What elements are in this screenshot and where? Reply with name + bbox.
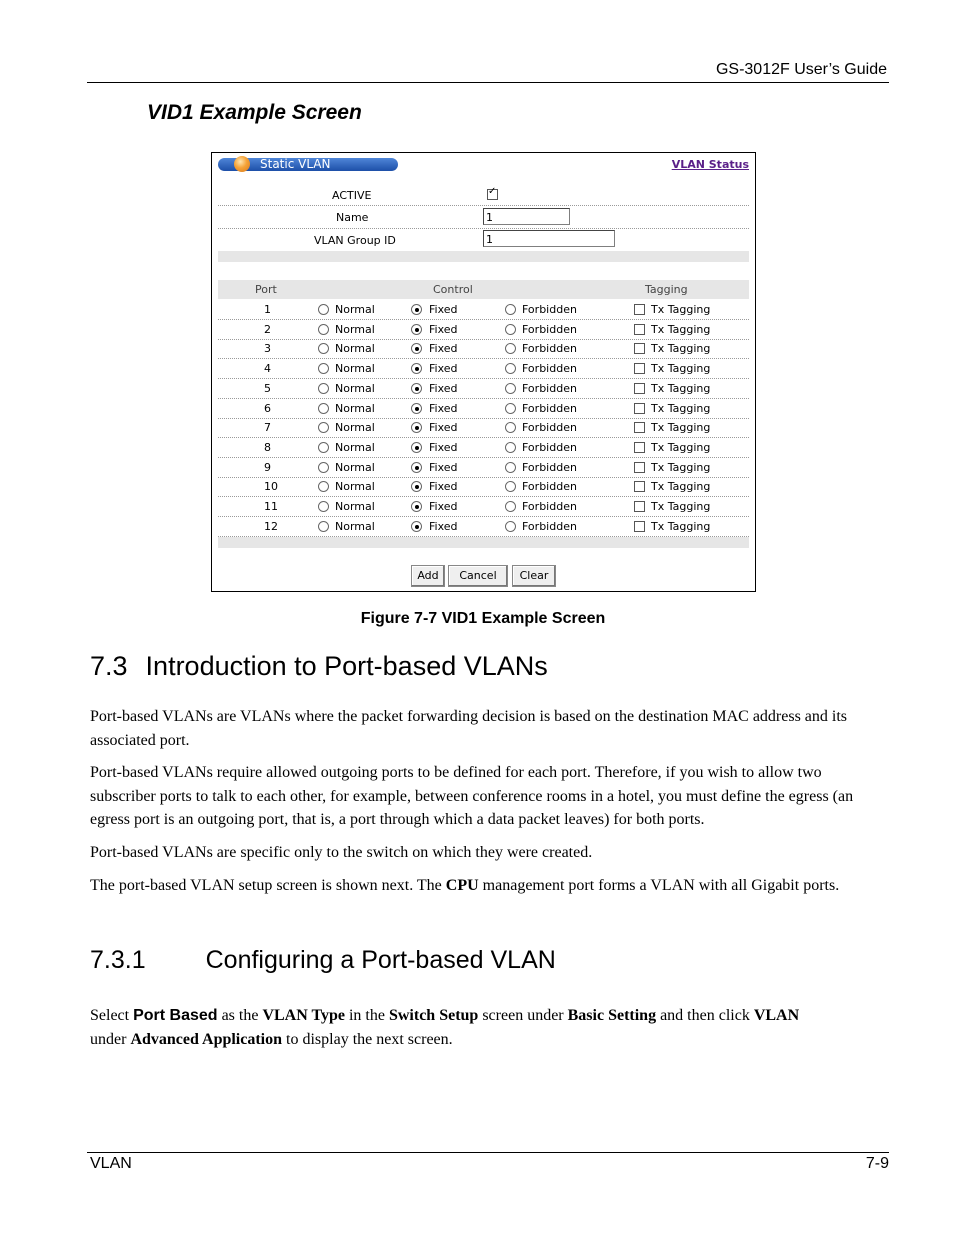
footer-rule <box>87 1152 889 1153</box>
normal-label: Normal <box>335 480 375 493</box>
forbidden-radio[interactable] <box>505 403 516 414</box>
instr-bold: Port Based <box>133 1007 218 1024</box>
fixed-label: Fixed <box>429 500 458 513</box>
port-number: 12 <box>264 520 278 533</box>
fixed-label: Fixed <box>429 441 458 454</box>
instr-text: and then click <box>656 1007 754 1024</box>
normal-label: Normal <box>335 421 375 434</box>
normal-label: Normal <box>335 382 375 395</box>
normal-label: Normal <box>335 500 375 513</box>
normal-radio[interactable] <box>318 383 329 394</box>
port-number: 5 <box>264 382 271 395</box>
fixed-radio[interactable] <box>411 304 422 315</box>
port-number: 8 <box>264 441 271 454</box>
instr-bold: VLAN <box>753 1007 800 1024</box>
row-divider <box>218 496 749 497</box>
active-checkbox[interactable] <box>487 189 498 200</box>
port-number: 9 <box>264 461 271 474</box>
instr-text: to display the next screen. <box>282 1030 453 1048</box>
row-divider <box>218 477 749 478</box>
normal-label: Normal <box>335 402 375 415</box>
instr-text: screen under <box>478 1007 568 1024</box>
forbidden-radio[interactable] <box>505 501 516 512</box>
row-divider <box>218 319 749 320</box>
tx-tagging-checkbox[interactable] <box>634 403 645 414</box>
port-number: 7 <box>264 421 271 434</box>
tx-tagging-checkbox[interactable] <box>634 324 645 335</box>
forbidden-radio[interactable] <box>505 343 516 354</box>
normal-label: Normal <box>335 520 375 533</box>
normal-label: Normal <box>335 342 375 355</box>
fixed-radio[interactable] <box>411 521 422 532</box>
port-number: 2 <box>264 323 271 336</box>
fixed-label: Fixed <box>429 461 458 474</box>
footer-right: 7-9 <box>865 1155 889 1172</box>
port-number: 10 <box>264 480 278 493</box>
forbidden-radio[interactable] <box>505 324 516 335</box>
tx-tagging-checkbox[interactable] <box>634 363 645 374</box>
instructions <box>90 1004 890 1051</box>
tx-tagging-label: Tx Tagging <box>651 382 711 395</box>
instr-text: under <box>90 1030 131 1048</box>
forbidden-label: Forbidden <box>522 421 577 434</box>
section-number: 7.3 <box>90 651 128 681</box>
tx-tagging-label: Tx Tagging <box>651 520 711 533</box>
forbidden-radio[interactable] <box>505 521 516 532</box>
figure-caption: Figure 7-7 VID1 Example Screen <box>360 610 606 627</box>
fixed-radio[interactable] <box>411 501 422 512</box>
tx-tagging-label: Tx Tagging <box>651 421 711 434</box>
tx-tagging-checkbox[interactable] <box>634 501 645 512</box>
normal-radio[interactable] <box>318 462 329 473</box>
clear-button[interactable]: Clear <box>512 565 556 587</box>
fixed-radio[interactable] <box>411 343 422 354</box>
forbidden-label: Forbidden <box>522 323 577 336</box>
tx-tagging-label: Tx Tagging <box>651 342 711 355</box>
forbidden-label: Forbidden <box>522 402 577 415</box>
fixed-label: Fixed <box>429 421 458 434</box>
fixed-radio[interactable] <box>411 383 422 394</box>
guide-title: GS-3012F User’s Guide <box>715 61 887 78</box>
forbidden-label: Forbidden <box>522 303 577 316</box>
col-port: Port <box>255 283 277 296</box>
fixed-radio[interactable] <box>411 324 422 335</box>
forbidden-label: Forbidden <box>522 480 577 493</box>
static-vlan-title-bar <box>218 158 398 171</box>
instr-text: as the <box>217 1007 263 1024</box>
paragraph-4 <box>90 874 890 898</box>
separator-band <box>218 251 749 262</box>
tx-tagging-checkbox[interactable] <box>634 462 645 473</box>
normal-label: Normal <box>335 362 375 375</box>
row-divider <box>218 457 749 458</box>
subsection-title: Configuring a Port-based VLAN <box>205 946 556 974</box>
tx-tagging-label: Tx Tagging <box>651 323 711 336</box>
p4-text: The port-based VLAN setup screen is shown next. The <box>90 877 446 894</box>
port-number: 1 <box>264 303 271 316</box>
forbidden-radio[interactable] <box>505 481 516 492</box>
active-label: ACTIVE <box>332 189 372 202</box>
fixed-label: Fixed <box>429 382 458 395</box>
bottom-band <box>218 537 749 548</box>
section-title: Introduction to Port-based VLANs <box>145 651 548 681</box>
divider <box>218 228 749 229</box>
row-divider <box>218 398 749 399</box>
normal-label: Normal <box>335 303 375 316</box>
col-tagging: Tagging <box>645 283 688 296</box>
forbidden-label: Forbidden <box>522 362 577 375</box>
normal-label: Normal <box>335 441 375 454</box>
fixed-label: Fixed <box>429 342 458 355</box>
tx-tagging-checkbox[interactable] <box>634 481 645 492</box>
name-label: Name <box>336 211 369 224</box>
normal-radio[interactable] <box>318 363 329 374</box>
forbidden-radio[interactable] <box>505 383 516 394</box>
row-divider <box>218 339 749 340</box>
fixed-radio[interactable] <box>411 363 422 374</box>
group-id-label: VLAN Group ID <box>314 234 396 247</box>
fixed-label: Fixed <box>429 402 458 415</box>
fixed-label: Fixed <box>429 480 458 493</box>
normal-radio[interactable] <box>318 481 329 492</box>
normal-radio[interactable] <box>318 521 329 532</box>
footer-left: VLAN <box>90 1155 132 1172</box>
tx-tagging-label: Tx Tagging <box>651 402 711 415</box>
normal-label: Normal <box>335 323 375 336</box>
name-input[interactable]: 1 <box>483 208 570 225</box>
vlan-screenshot <box>211 152 756 592</box>
normal-radio[interactable] <box>318 403 329 414</box>
normal-radio[interactable] <box>318 304 329 315</box>
forbidden-label: Forbidden <box>522 520 577 533</box>
tx-tagging-label: Tx Tagging <box>651 500 711 513</box>
orb-icon <box>234 156 250 172</box>
instr-text: in the <box>344 1007 389 1024</box>
fixed-radio[interactable] <box>411 403 422 414</box>
forbidden-label: Forbidden <box>522 441 577 454</box>
p4-text: management port forms a VLAN with all Gigabit ports. <box>478 877 840 894</box>
paragraph-2: Port-based VLANs require allowed outgoing ports to be defined for each port. Therefore, if you wish to allow two subscriber ports to talk to each other, for example, between conference rooms in a hotel, you must define the egress (an egress port is an outgoing port, that is, a port through which a data packet leaves) for both ports. <box>90 764 854 828</box>
fixed-radio[interactable] <box>411 422 422 433</box>
subsection-heading <box>90 946 556 975</box>
normal-radio[interactable] <box>318 324 329 335</box>
instr-bold: Basic Setting <box>567 1007 657 1024</box>
tx-tagging-label: Tx Tagging <box>651 480 711 493</box>
fixed-label: Fixed <box>429 303 458 316</box>
forbidden-label: Forbidden <box>522 382 577 395</box>
p4-bold: CPU <box>445 877 479 894</box>
fixed-radio[interactable] <box>411 442 422 453</box>
tx-tagging-label: Tx Tagging <box>651 461 711 474</box>
row-divider <box>218 418 749 419</box>
tx-tagging-checkbox[interactable] <box>634 521 645 532</box>
forbidden-label: Forbidden <box>522 500 577 513</box>
row-divider <box>218 516 749 517</box>
group-id-input[interactable]: 1 <box>483 230 615 247</box>
fixed-radio[interactable] <box>411 481 422 492</box>
tx-tagging-checkbox[interactable] <box>634 422 645 433</box>
add-button[interactable]: Add <box>411 565 445 587</box>
port-number: 3 <box>264 342 271 355</box>
subsection-number: 7.3.1 <box>90 946 146 974</box>
fixed-radio[interactable] <box>411 462 422 473</box>
row-divider <box>218 378 749 379</box>
tx-tagging-checkbox[interactable] <box>634 304 645 315</box>
row-divider <box>218 358 749 359</box>
vlan-status-link[interactable]: VLAN Status <box>671 158 749 171</box>
port-number: 6 <box>264 402 271 415</box>
normal-radio[interactable] <box>318 422 329 433</box>
instr-bold: Advanced Application <box>130 1030 283 1048</box>
forbidden-radio[interactable] <box>505 304 516 315</box>
instr-bold: Switch Setup <box>388 1007 479 1024</box>
col-control: Control <box>433 283 473 296</box>
cancel-button[interactable]: Cancel <box>448 565 508 587</box>
forbidden-label: Forbidden <box>522 461 577 474</box>
divider <box>218 205 749 206</box>
paragraph-3: Port-based VLANs are specific only to the switch on which they were created. <box>90 844 593 861</box>
fixed-label: Fixed <box>429 520 458 533</box>
forbidden-radio[interactable] <box>505 442 516 453</box>
tx-tagging-checkbox[interactable] <box>634 442 645 453</box>
port-number: 11 <box>264 500 278 513</box>
forbidden-label: Forbidden <box>522 342 577 355</box>
fixed-label: Fixed <box>429 362 458 375</box>
instr-bold: VLAN Type <box>262 1007 345 1024</box>
normal-radio[interactable] <box>318 343 329 354</box>
tx-tagging-checkbox[interactable] <box>634 383 645 394</box>
tx-tagging-label: Tx Tagging <box>651 441 711 454</box>
forbidden-radio[interactable] <box>505 422 516 433</box>
instr-text: Select <box>90 1007 134 1024</box>
section-heading <box>90 651 548 682</box>
tx-tagging-label: Tx Tagging <box>651 303 711 316</box>
port-number: 4 <box>264 362 271 375</box>
header-rule <box>87 82 889 83</box>
tx-tagging-label: Tx Tagging <box>651 362 711 375</box>
paragraph-1: Port-based VLANs are VLANs where the packet forwarding decision is based on the destination MAC address and its associated port. <box>90 708 848 749</box>
tx-tagging-checkbox[interactable] <box>634 343 645 354</box>
forbidden-radio[interactable] <box>505 462 516 473</box>
normal-label: Normal <box>335 461 375 474</box>
static-vlan-title: Static VLAN <box>260 157 331 171</box>
normal-radio[interactable] <box>318 442 329 453</box>
row-divider <box>218 437 749 438</box>
example-heading: VID1 Example Screen <box>147 101 362 124</box>
forbidden-radio[interactable] <box>505 363 516 374</box>
normal-radio[interactable] <box>318 501 329 512</box>
fixed-label: Fixed <box>429 323 458 336</box>
